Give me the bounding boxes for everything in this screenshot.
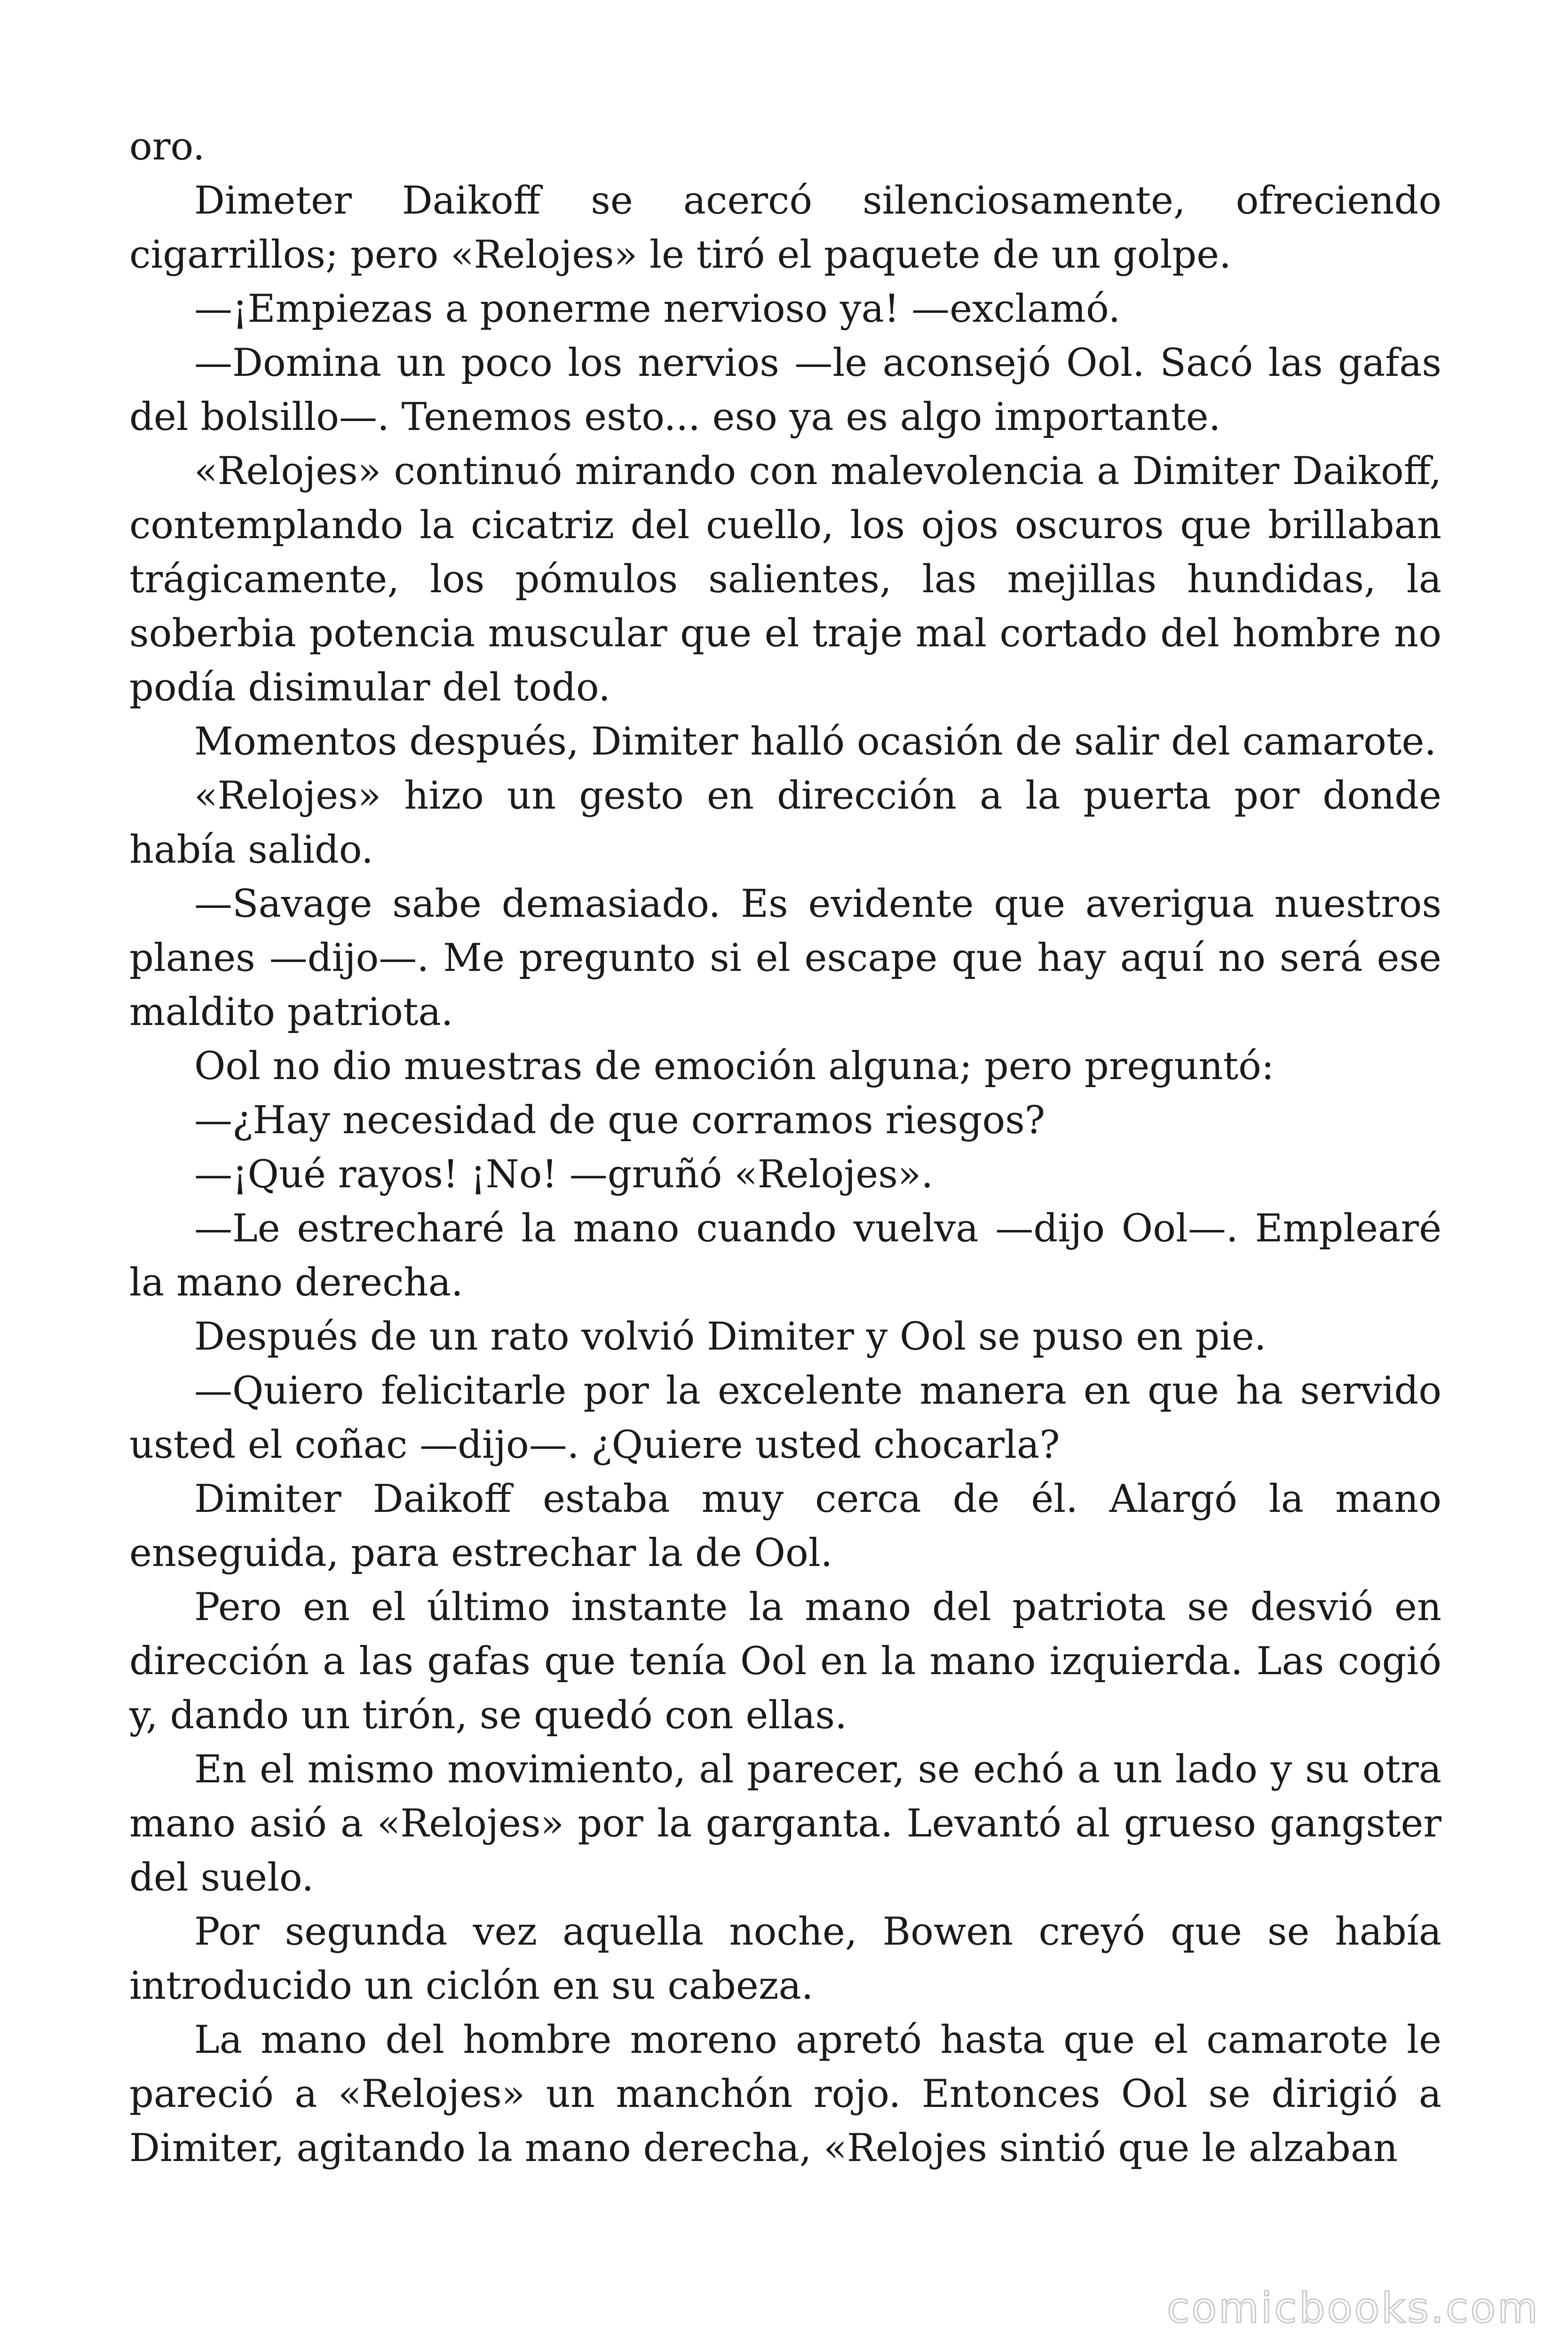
paragraph: Pero en el último instante la mano del patriota se desvió en dirección a las gafas que tenía Ool en la mano izquierda. Las cogió y, dando un tirón, se quedó con ellas. [129, 1585, 1441, 1738]
body-text [129, 120, 1441, 2176]
paragraph: Momentos después, Dimiter halló ocasión de salir del camarote. [194, 720, 1437, 764]
paragraph: Dimeter Daikoff se acercó silenciosamente, ofreciendo cigarrillos; pero «Relojes» le tiró el paquete de un golpe. [129, 179, 1441, 277]
paragraph: —¡Empiezas a ponerme nervioso ya! —exclamó. [194, 287, 1121, 331]
paragraph: La mano del hombre moreno apretó hasta que el camarote le pareció a «Relojes» un manchón rojo. Entonces Ool se dirigió a Dimiter, agitando la mano derecha, «Relojes sintió que le alzaban [129, 2018, 1441, 2170]
site-watermark: comicbooks.com [1166, 2284, 1540, 2332]
paragraph: «Relojes» continuó mirando con malevolencia a Dimiter Daikoff, contemplando la cicatriz del cuello, los ojos oscuros que brillaban trágicamente, los pómulos salientes, las mejillas hundidas, la soberbia potencia muscular que el traje mal cortado del hombre no podía disimular del todo. [129, 449, 1441, 710]
paragraph: Después de un rato volvió Dimiter y Ool se puso en pie. [194, 1315, 1267, 1359]
paragraph: «Relojes» hizo un gesto en dirección a la puerta por donde había salido. [129, 774, 1441, 872]
paragraph: —Domina un poco los nervios —le aconsejó Ool. Sacó las gafas del bolsillo—. Tenemos esto... eso ya es algo importante. [129, 341, 1441, 439]
paragraph: —Quiero felicitarle por la excelente manera en que ha servido usted el coñac —dijo—. ¿Quiere usted chocarla? [129, 1369, 1441, 1467]
paragraph: Dimiter Daikoff estaba muy cerca de él. Alargó la mano enseguida, para estrechar la de Ool. [129, 1477, 1441, 1575]
paragraph: Ool no dio muestras de emoción alguna; pero preguntó: [194, 1044, 1275, 1089]
paragraph: En el mismo movimiento, al parecer, se echó a un lado y su otra mano asió a «Relojes» por la garganta. Levantó al grueso gangster del suelo. [129, 1748, 1441, 1900]
paragraph: —Savage sabe demasiado. Es evidente que averigua nuestros planes —dijo—. Me pregunto si el escape que hay aquí no será ese maldito patriota. [129, 882, 1441, 1034]
paragraph: oro. [129, 125, 205, 169]
paragraph: —Le estrecharé la mano cuando vuelva —dijo Ool—. Emplearé la mano derecha. [129, 1207, 1441, 1305]
paragraph: —¡Qué rayos! ¡No! —gruñó «Relojes». [194, 1152, 934, 1197]
paragraph: Por segunda vez aquella noche, Bowen creyó que se había introducido un ciclón en su cabeza. [129, 1910, 1441, 2008]
paragraph: —¿Hay necesidad de que corramos riesgos? [194, 1098, 1045, 1143]
